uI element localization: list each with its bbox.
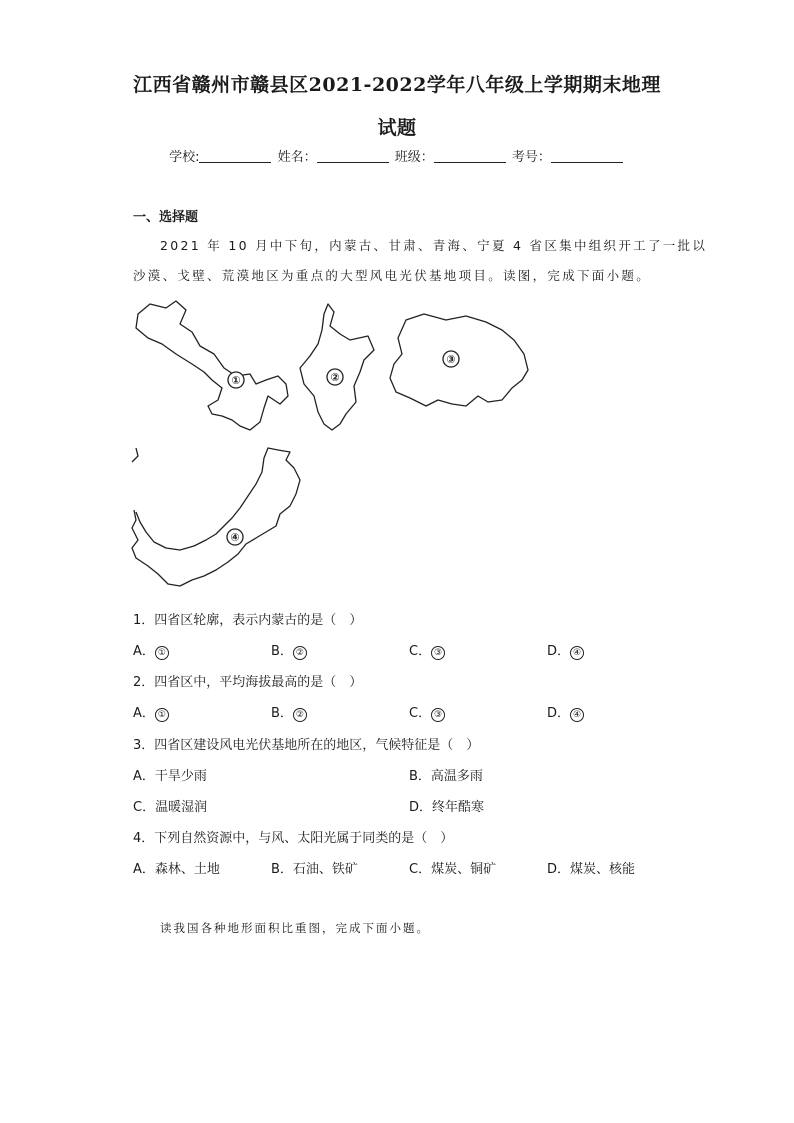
option-value: 高温多雨 — [430, 769, 483, 784]
q3-option-d[interactable] — [409, 796, 484, 815]
province-outline-map — [128, 296, 548, 596]
exam-number-field[interactable] — [551, 149, 623, 163]
exam-number-label: 考号： — [511, 150, 551, 165]
q2-option-d[interactable] — [547, 702, 584, 722]
option-value: ② — [293, 708, 307, 722]
intro-line-1: 2021 年 10 月中下旬，内蒙古、甘肃、青海、宁夏 4 省区集中组织开工了一批以 — [160, 238, 708, 253]
option-value: ③ — [431, 708, 445, 722]
option-value: 干旱少雨 — [154, 769, 207, 784]
q1-option-b[interactable] — [271, 640, 307, 660]
q1-option-c[interactable] — [409, 640, 445, 660]
page-title-continued: 试题 — [377, 117, 417, 139]
student-info-line — [0, 146, 794, 165]
option-letter: C． — [409, 644, 432, 659]
option-letter: A． — [133, 862, 155, 877]
option-value: 煤炭、铜矿 — [431, 862, 497, 877]
option-letter: C． — [409, 862, 432, 877]
option-letter: A． — [133, 769, 155, 784]
option-letter: B． — [271, 862, 293, 877]
q3-option-c[interactable] — [133, 796, 207, 815]
option-letter: B． — [271, 644, 293, 659]
option-letter: A． — [133, 644, 155, 659]
map-label-3: ③ — [446, 353, 456, 366]
page-title: 江西省赣州市赣县区2021-2022学年八年级上学期期末地理 — [133, 74, 661, 96]
question-3: 3．四省区建设风电光伏基地所在的地区，气候特征是（ ） — [133, 738, 480, 753]
option-value: ③ — [431, 646, 445, 660]
q2-option-b[interactable] — [271, 702, 307, 722]
q1-option-d[interactable] — [547, 640, 584, 660]
option-value: 石油、铁矿 — [292, 862, 358, 877]
map-label-2: ② — [330, 371, 340, 384]
option-value: 煤炭、核能 — [570, 862, 636, 877]
option-value: 森林、土地 — [154, 862, 220, 877]
q4-option-c[interactable] — [409, 858, 496, 877]
school-label: 学校: — [169, 150, 200, 165]
option-value: 终年酷寒 — [432, 800, 485, 815]
option-letter: C． — [409, 706, 432, 721]
section-title: 一、选择题 — [133, 210, 199, 225]
option-letter: C． — [133, 800, 156, 815]
q4-option-b[interactable] — [271, 858, 358, 877]
option-value: ④ — [570, 708, 584, 722]
q2-option-a[interactable] — [133, 702, 169, 722]
q3-option-b[interactable] — [409, 765, 483, 784]
question-2: 2．四省区中，平均海拔最高的是（ ） — [133, 675, 363, 690]
name-field[interactable] — [317, 149, 389, 163]
option-letter: D． — [547, 644, 571, 659]
option-value: ② — [293, 646, 307, 660]
class-field[interactable] — [434, 149, 506, 163]
q3-option-a[interactable] — [133, 765, 207, 784]
next-section-instruction: 读我国各种地形面积比重图，完成下面小题。 — [160, 921, 430, 935]
option-value: 温暖湿润 — [155, 800, 208, 815]
province-outline-2 — [300, 304, 374, 430]
option-value: ① — [155, 708, 169, 722]
option-letter: B． — [409, 769, 431, 784]
option-letter: D． — [547, 706, 571, 721]
q1-option-a[interactable] — [133, 640, 169, 660]
q4-option-d[interactable] — [547, 858, 635, 877]
class-label: 班级： — [394, 150, 434, 165]
name-label: 姓名： — [277, 150, 317, 165]
question-4: 4．下列自然资源中，与风、太阳光属于同类的是（ ） — [133, 831, 454, 846]
option-letter: D． — [547, 862, 571, 877]
province-outline-4 — [132, 448, 300, 586]
option-letter: A． — [133, 706, 155, 721]
q2-option-c[interactable] — [409, 702, 445, 722]
q4-option-a[interactable] — [133, 858, 220, 877]
school-field[interactable] — [199, 149, 271, 163]
option-letter: B． — [271, 706, 293, 721]
province-outline-1 — [136, 301, 288, 430]
question-1: 1．四省区轮廓，表示内蒙古的是（ ） — [133, 613, 363, 628]
option-value: ① — [155, 646, 169, 660]
option-letter: D． — [409, 800, 433, 815]
option-value: ④ — [570, 646, 584, 660]
intro-line-2: 沙漠、戈壁、荒漠地区为重点的大型风电光伏基地项目。读图，完成下面小题。 — [133, 268, 652, 283]
map-label-1: ① — [231, 374, 241, 387]
map-label-4: ④ — [230, 531, 240, 544]
